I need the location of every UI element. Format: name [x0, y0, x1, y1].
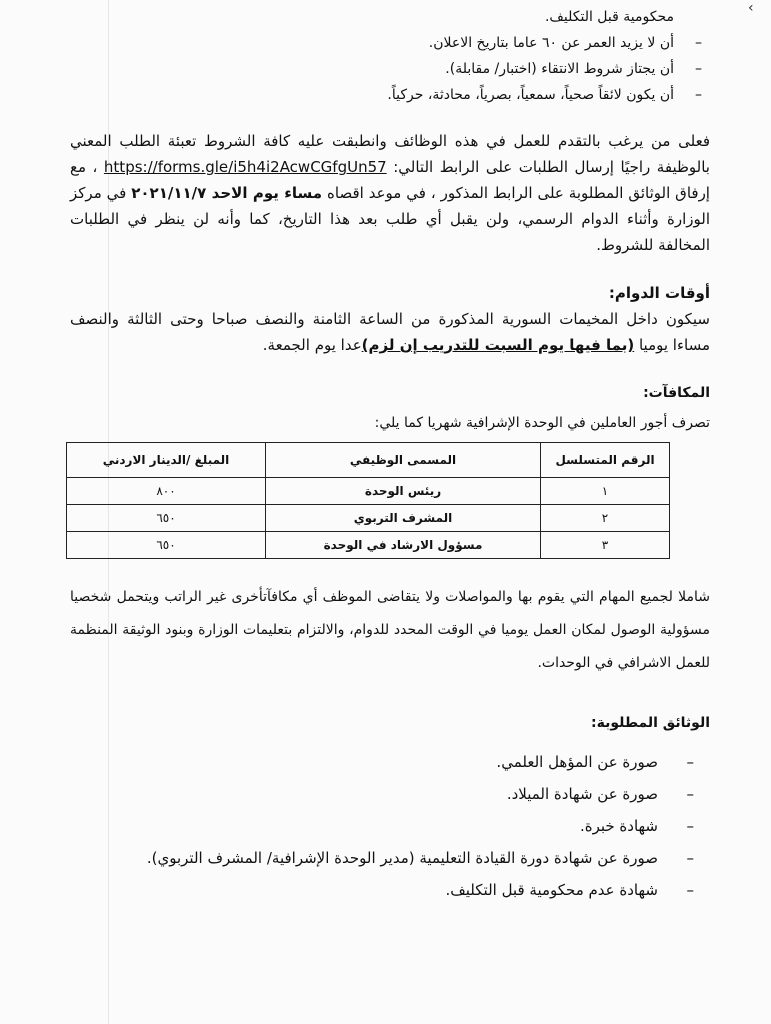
documents-heading: الوثائق المطلوبة:	[590, 715, 710, 731]
cell-amount: ٦٥٠	[67, 505, 266, 532]
list-item: – أن يجتاز شروط الانتقاء (اختبار/ مقابلة).	[70, 56, 710, 82]
application-form-link[interactable]: https://forms.gle/i5h4i2AcwCGfgUn57	[103, 158, 387, 176]
list-item: – أن يكون لائقاً صحياً، سمعياً، بصرياً، محادثة، حركياً.	[70, 82, 710, 108]
list-item: – صورة عن شهادة دورة القيادة التعليمية (مدير الوحدة الإشرافية/ المشرف التربوي).	[70, 842, 710, 874]
list-item: – شهادة عدم محكومية قبل التكليف.	[70, 874, 710, 906]
list-item: – أن لا يزيد العمر عن ٦٠ عاما بتاريخ الاعلان.	[70, 30, 710, 56]
header-job-title: المسمى الوظيفي	[266, 443, 541, 478]
cell-job-title: ريئس الوحدة	[266, 478, 541, 505]
rewards-intro: تصرف أجور العاملين في الوحدة الإشرافية شهريا كما يلي:	[374, 415, 710, 431]
cell-amount: ٦٥٠	[67, 532, 266, 559]
cell-serial: ٣	[541, 532, 670, 559]
requirements-list	[70, 30, 710, 108]
header-serial: الرقم المتسلسل	[541, 443, 670, 478]
rewards-heading: المكافآت:	[643, 385, 710, 401]
list-item: – صورة عن المؤهل العلمي.	[70, 746, 710, 778]
application-text-3: في مركز الوزارة وأثناء الدوام الرسمي، ولن يقبل أي طلب بعد هذا التاريخ، كما وأنه لن ينظر في الطلبات المخالفة للشروط.	[70, 184, 710, 254]
rewards-note: شاملا لجميع المهام التي يقوم بها والمواصلات ولا يتقاضى الموظف أي مكافآتأخرى غير الراتب ويتحمل شخصيا مسؤولية الوصول لمكان العمل يوميا في الوقت المحدد للدوام، والالتزام بتعليمات الوزارة وبنود الوثيقة المنظمة للعمل الاشرافي في الوحدات.	[70, 589, 710, 671]
table-header-row	[67, 443, 670, 478]
cell-amount: ٨٠٠	[67, 478, 266, 505]
header-amount: المبلغ /الدينار الاردني	[67, 443, 266, 478]
table-row	[67, 505, 670, 532]
cell-serial: ١	[541, 478, 670, 505]
table-row	[67, 532, 670, 559]
document-body	[70, 4, 710, 906]
cell-serial: ٢	[541, 505, 670, 532]
corner-mark: ‹	[748, 0, 754, 16]
documents-list	[70, 746, 710, 906]
working-hours-heading: أوقات الدوام:	[608, 284, 710, 302]
application-text-1: فعلى من يرغب بالتقدم للعمل في هذه الوظائف وانطبقت عليه كافة الشروط تعبئة الطلب المعني بالوظيفة راجيًا إرسال الطلبات على الرابط التالي:	[70, 132, 710, 176]
working-hours-text-1: سيكون داخل المخيمات السورية المذكورة من الساعة الثامنة والنصف صباحا وحتى الثالثة والنصف مساءا يوميا	[70, 310, 710, 354]
working-hours-text-2: عدا يوم الجمعة.	[262, 336, 362, 354]
list-continuation: محكومية قبل التكليف.	[544, 9, 674, 25]
working-hours-paragraph	[70, 306, 710, 358]
application-text-2: ، مع إرفاق الوثائق المطلوبة على الرابط المذكور ، في موعد اقصاه	[70, 158, 710, 202]
working-hours-highlight: (بما فيها يوم السبت للتدريب إن لزم)	[361, 336, 635, 354]
rewards-table	[66, 442, 670, 559]
application-deadline: مساء يوم الاحد ٢٠٢١/١١/٧	[131, 184, 323, 202]
list-item: – صورة عن شهادة الميلاد.	[70, 778, 710, 810]
list-item: – شهادة خبرة.	[70, 810, 710, 842]
cell-job-title: مسؤول الارشاد في الوحدة	[266, 532, 541, 559]
table-row	[67, 478, 670, 505]
application-paragraph	[70, 128, 710, 258]
cell-job-title: المشرف التربوي	[266, 505, 541, 532]
